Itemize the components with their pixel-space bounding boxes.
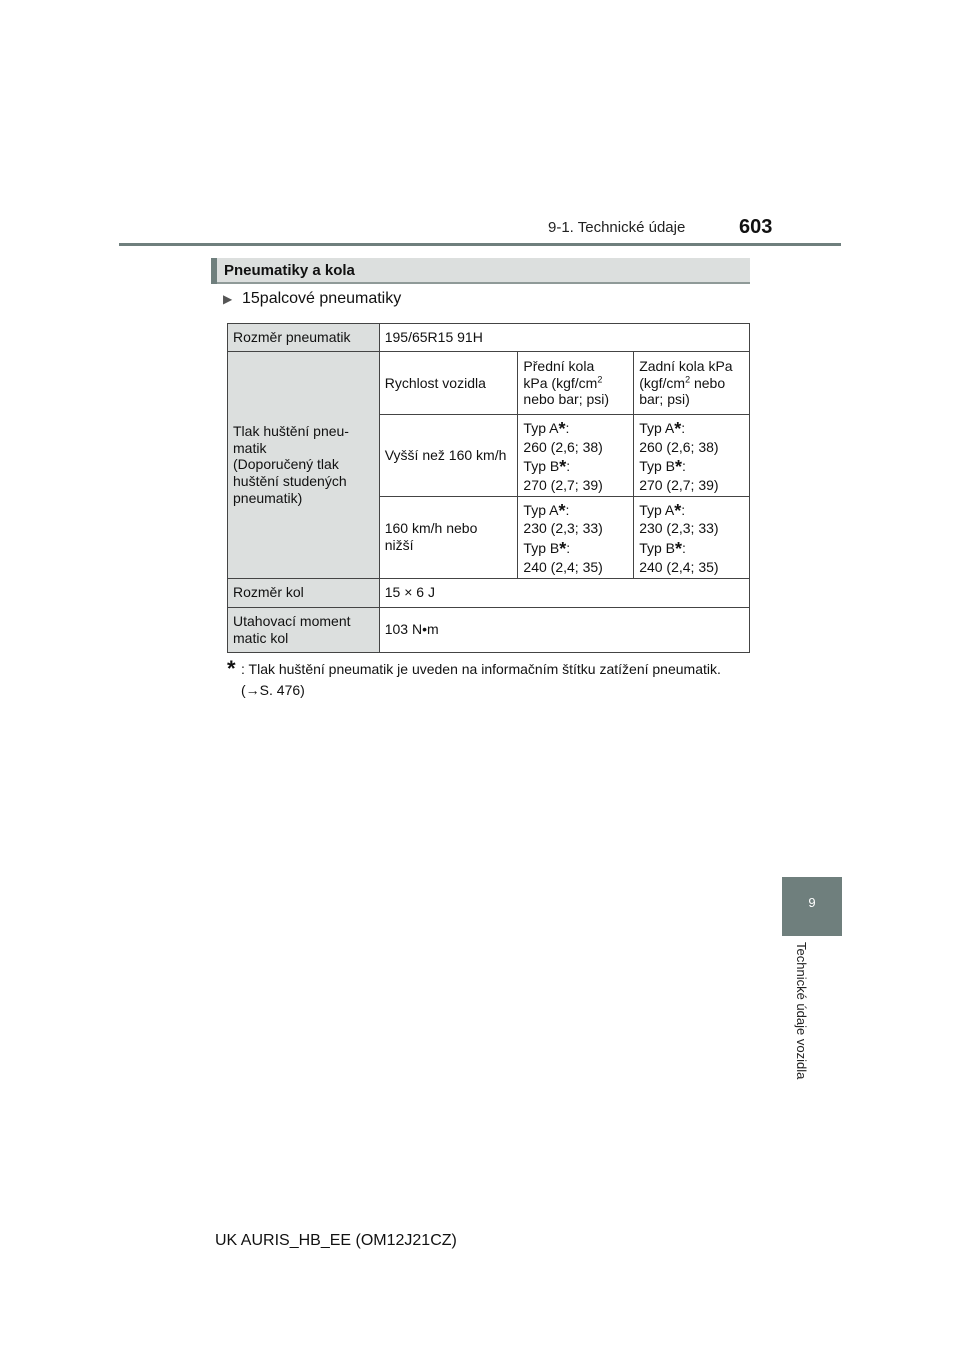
wheel-size-value: 15 × 6 J: [379, 578, 749, 607]
section-heading-accent: [211, 258, 217, 284]
table-row: [228, 607, 750, 652]
table-row: [228, 352, 750, 415]
table-row: [228, 324, 750, 352]
front-header: Přední kola kPa ($kgf/cm^2$ nebo bar; psi): [518, 352, 634, 415]
document-code: UK AURIS_HB_EE (OM12J21CZ): [215, 1232, 457, 1249]
chapter-number: 9: [808, 895, 816, 910]
header-divider: [119, 243, 841, 246]
speed-high: Vyšší než 160 km/h: [379, 415, 518, 497]
header-section-title: 9-1. Technické údaje: [548, 219, 686, 236]
footnote-star: *: [227, 656, 236, 681]
torque-label: Utahovací moment matic kol: [228, 607, 380, 652]
table-row: [228, 578, 750, 607]
page-number: 603: [739, 216, 773, 238]
rear-pressure-low: Typ A*: 230 (2,3; 33) Typ B*: 240 (2,4; 35): [634, 496, 750, 578]
footnote-page-ref[interactable]: (→S. 476): [241, 682, 305, 698]
tire-size-label: Rozměr pneumatik: [228, 324, 380, 352]
chapter-label: Technické údaje vozidla: [794, 942, 809, 1080]
rear-pressure-high: Typ A*: 260 (2,6; 38) Typ B*: 270 (2,7; 39): [634, 415, 750, 497]
speed-low: 160 km/h nebo nižší: [379, 496, 518, 578]
rear-header: Zadní kola kPa ($kgf/cm^2$ nebo bar; psi): [634, 352, 750, 415]
section-title: Pneumatiky a kola: [224, 262, 355, 279]
wheel-size-label: Rozměr kol: [228, 578, 380, 607]
subsection-title: 15palcové pneumatiky: [242, 290, 402, 307]
pressure-label: Tlak huštění pneu- matik (Doporučený tlak huštění studených pneumatik): [228, 352, 380, 579]
footnote-text: : Tlak huštění pneumatik je uveden na informačním štítku zatížení pneumatik.: [241, 661, 721, 677]
front-pressure-high: Typ A*: 260 (2,6; 38) Typ B*: 270 (2,7; 39): [518, 415, 634, 497]
speed-header: Rychlost vozidla: [379, 352, 518, 415]
front-pressure-low: Typ A*: 230 (2,3; 33) Typ B*: 240 (2,4; 35): [518, 496, 634, 578]
triangle-right-icon: ▶: [223, 292, 233, 306]
tire-size-value: 195/65R15 91H: [379, 324, 749, 352]
torque-value: 103 N•m: [379, 607, 749, 652]
tire-spec-table: [227, 323, 750, 653]
